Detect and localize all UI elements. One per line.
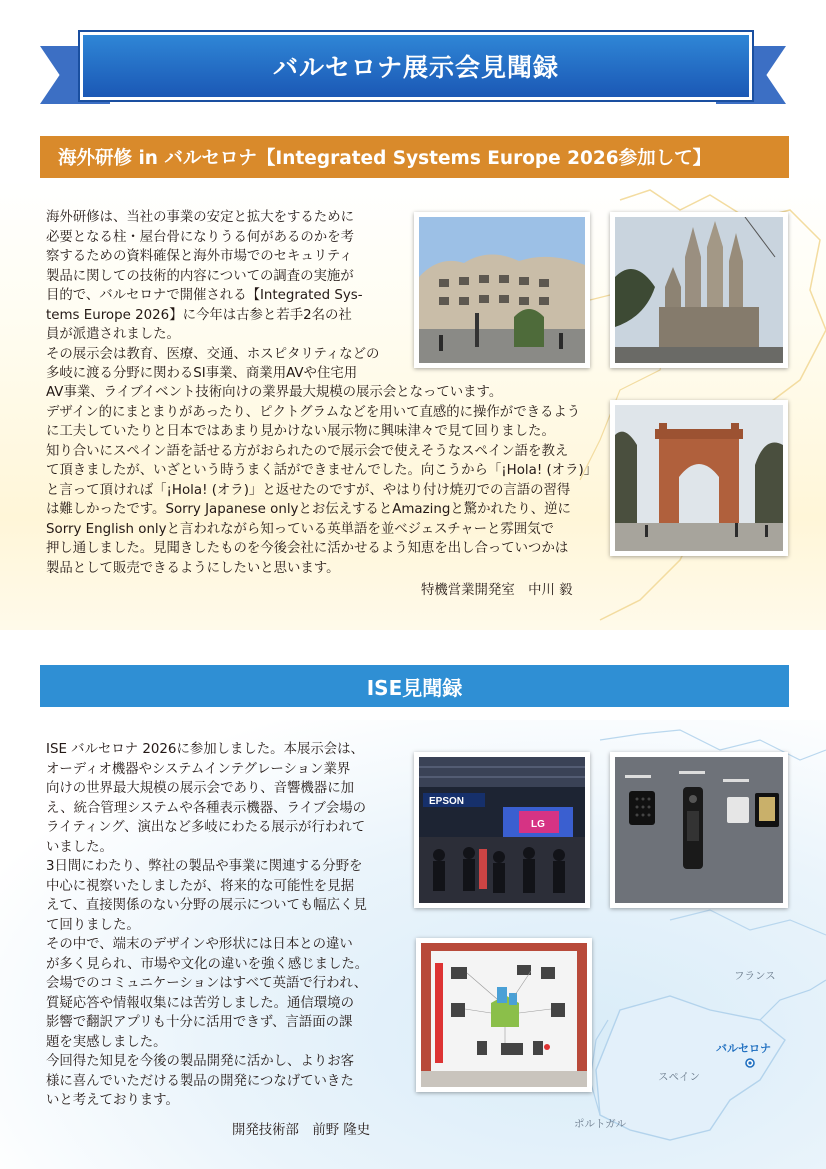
text-line: 知り合いにスペイン語を話せる方がおられたので展示会で使えそうなスペイン語を教え (46, 443, 569, 459)
text-line: と言って頂ければ「¡Hola! (オラ)」と返せたのですが、やはり付け焼刃での言語の習得 (46, 482, 571, 498)
text-line: その展示会は教育、医療、交通、ホスピタリティなどの (46, 346, 380, 362)
section2-header-text: ISE見聞録 (366, 675, 463, 700)
photo-sagrada-familia (610, 212, 788, 368)
map-label-spain: スペイン (658, 1071, 700, 1083)
text-line: 目的で、バルセロナで開催される【Integrated Sys- (46, 288, 363, 303)
text-line: 3日間にわたり、弊社の製品や事業に関連する分野を (46, 859, 363, 874)
text-line: 会場でのコミュニケーションはすべて英語で行われ、 (46, 976, 368, 991)
photo-system-diagram-panel (416, 938, 592, 1092)
map-label-france: フランス (734, 970, 776, 982)
text-line: 様に喜んでいただける製品の開発につなげていきた (46, 1073, 354, 1089)
text-line: 察するための資料確保と海外市場でのセキュリティ (46, 249, 353, 264)
text-line: いと考えております。 (46, 1093, 179, 1108)
section1-signature: 特機営業開発室 中川 毅 (421, 583, 573, 598)
section1-body-narrow (46, 208, 386, 384)
text-line: その中で、端末のデザインや形状には日本との違い (46, 937, 353, 952)
title-banner (40, 28, 786, 112)
text-line: 向けの世界最大規模の展示会であり、音響機器に加 (46, 781, 354, 796)
section1-body-wide (46, 383, 596, 578)
text-line: 製品として販売できるようにしたいと思います。 (46, 560, 340, 576)
text-line: て頂きましたが、いざという時うまく話ができませんでした。向こうから「¡Hola! (オラ)」 (46, 463, 598, 478)
text-line: に工夫していたりと日本ではあまり見かけない展示物に興味津々で見て回りました。 (46, 424, 555, 439)
text-line: 押し通しました。見聞きしたものを今後会社に活かせるよう知恵を出し合っていつかは (46, 541, 569, 556)
photo-casa-mila (414, 212, 590, 368)
text-line: デザイン的にまとまりがあったり、ピクトグラムなどを用いて直感的に操作ができるよう (46, 404, 581, 420)
lg-sign: LG (531, 819, 545, 830)
text-line: 今回得た知見を今後の製品開発に活かし、よりお客 (46, 1054, 354, 1069)
page-title: バルセロナ展示会見聞録 (272, 53, 559, 82)
text-line: 多岐に渡る分野に関わるSI事業、商業用AVや住宅用 (46, 366, 358, 381)
text-line: 影響で翻訳アプリも十分に活用できず、言語面の課 (46, 1015, 353, 1030)
epson-sign: EPSON (429, 796, 465, 807)
section1-header (40, 136, 789, 178)
text-line: AV事業、ライブイベント技術向けの業界最大規模の展示会となっています。 (46, 385, 503, 400)
text-line: 質疑応答や情報収集には苦労しました。通信環境の (46, 995, 354, 1011)
text-line: ISE バルセロナ 2026に参加しました。本展示会は、 (46, 742, 364, 757)
text-line: 必要となる柱・屋台骨になりうる何があるのかを考 (46, 229, 354, 245)
text-line: 海外研修は、当社の事業の安定と拡大をするために (46, 210, 354, 225)
text-line: 題を実感しました。 (46, 1034, 167, 1050)
section2-signature: 開発技術部 前野 隆史 (232, 1123, 371, 1138)
text-line: は難しかったです。Sorry Japanese onlyとお伝えするとAmazingと驚かれたり、逆に (46, 502, 571, 517)
text-line: 製品に関しての技術的内容についての調査の実施が (46, 268, 354, 284)
photo-exhibition-hall (414, 752, 590, 908)
section2-body (46, 740, 391, 1111)
text-line: えて、直接関係のない分野の展示についても幅広く見 (46, 898, 367, 913)
section1-header-text: 海外研修 in バルセロナ【Integrated Systems Europe 2026参加して】 (58, 148, 712, 169)
text-line: ライティング、演出など多岐にわたる展示が行われて (46, 820, 366, 835)
text-line: 員が派遣されました。 (46, 327, 180, 342)
text-line: 中心に視察いたしましたが、将来的な可能性を見据 (46, 878, 354, 894)
text-line: Sorry English onlyと言われながら知っている英単語を並べジェスチャーと雰囲気で (46, 521, 554, 537)
photo-access-control-devices (610, 752, 788, 908)
text-line: tems Europe 2026】に今年は古参と若手2名の社 (46, 307, 352, 323)
text-line: が多く見られ、市場や文化の違いを強く感じました。 (46, 956, 369, 972)
map-label-barcelona: バルセロナ (716, 1042, 771, 1055)
text-line: え、統合管理システムや各種表示機器、ライブ会場の (46, 800, 367, 816)
title-banner-box (80, 32, 752, 100)
map-label-portugal: ポルトガル (574, 1118, 627, 1130)
text-line: いました。 (46, 839, 113, 855)
photo-arc-de-triomf (610, 400, 788, 556)
text-line: て回りました。 (46, 917, 140, 933)
text-line: オーディオ機器やシステムインテグレーション業界 (46, 761, 351, 777)
section2-header (40, 665, 789, 707)
